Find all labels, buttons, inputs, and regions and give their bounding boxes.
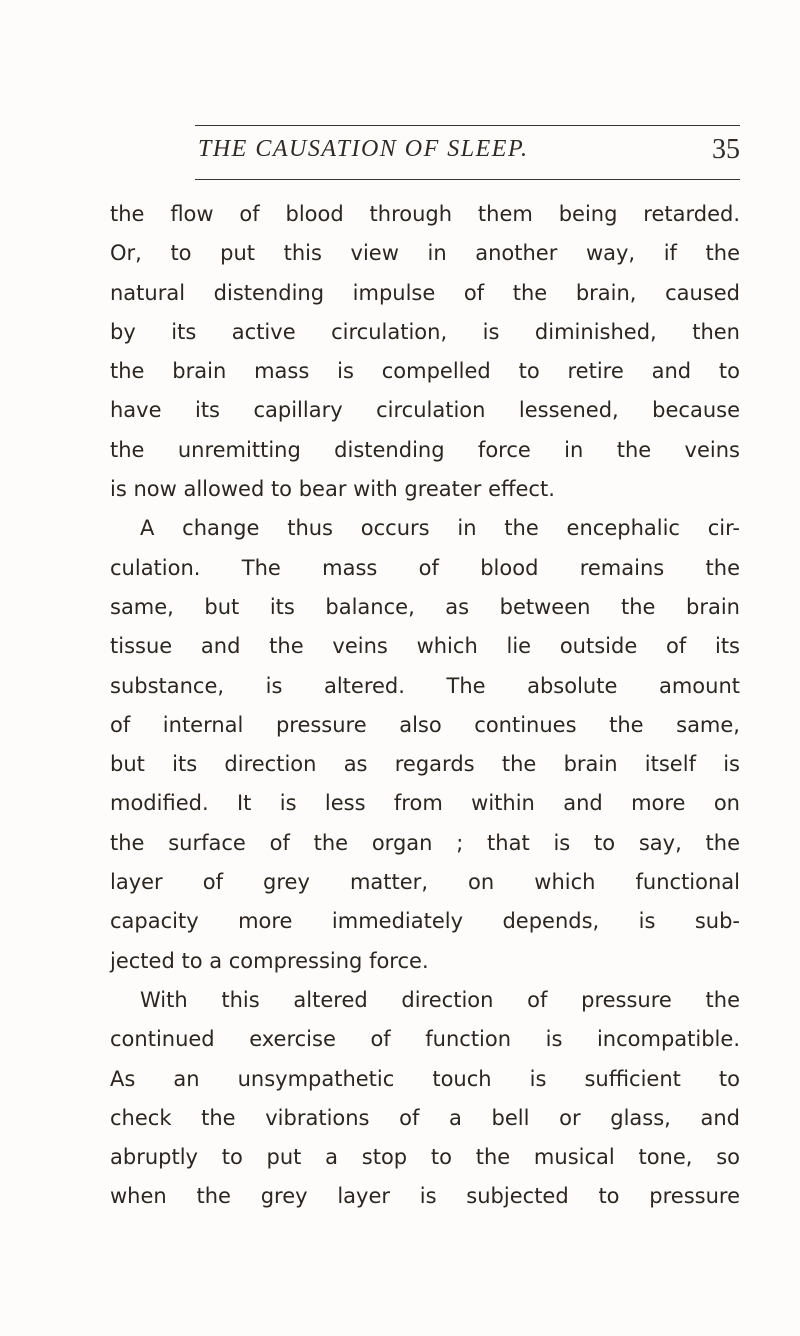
header-rule-top bbox=[195, 125, 740, 126]
text-line: capacity more immediately depends, is sub- bbox=[110, 909, 740, 934]
running-title: THE CAUSATION OF SLEEP. bbox=[198, 136, 529, 162]
text-line: abruptly to put a stop to the musical tone, so bbox=[110, 1145, 740, 1170]
text-line: jected to a compressing force. bbox=[110, 948, 429, 973]
text-line: is now allowed to bear with greater effect. bbox=[110, 477, 555, 502]
body-text bbox=[110, 195, 740, 1217]
text-line: when the grey layer is subjected to pressure bbox=[110, 1184, 740, 1209]
text-line: As an unsympathetic touch is sufficient to bbox=[110, 1066, 740, 1091]
running-header bbox=[195, 132, 740, 172]
text-line: check the vibrations of a bell or glass, and bbox=[110, 1105, 740, 1130]
text-line: natural distending impulse of the brain, caused bbox=[110, 280, 740, 305]
text-line: modified. It is less from within and more on bbox=[110, 791, 740, 816]
text-line: the brain mass is compelled to retire and to bbox=[110, 359, 740, 384]
text-line: continued exercise of function is incompatible. bbox=[110, 1027, 740, 1052]
text-line: the unremitting distending force in the veins bbox=[110, 437, 740, 462]
text-line: Or, to put this view in another way, if the bbox=[110, 241, 740, 266]
text-line: the flow of blood through them being retarded. bbox=[110, 202, 740, 226]
text-line: the surface of the organ ; that is to say, the bbox=[110, 830, 740, 855]
text-line: by its active circulation, is diminished, then bbox=[110, 319, 740, 344]
text-line-paragraph-start: With this altered direction of pressure the bbox=[140, 987, 740, 1012]
page-number: 35 bbox=[712, 134, 740, 165]
text-line: have its capillary circulation lessened, because bbox=[110, 398, 740, 423]
text-line: same, but its balance, as between the brain bbox=[110, 594, 740, 619]
text-line: tissue and the veins which lie outside of its bbox=[110, 634, 740, 659]
text-line: of internal pressure also continues the same, bbox=[110, 712, 740, 737]
text-line: substance, is altered. The absolute amount bbox=[110, 673, 740, 698]
text-line: layer of grey matter, on which functional bbox=[110, 870, 740, 895]
text-line-paragraph-start: A change thus occurs in the encephalic cir- bbox=[140, 516, 740, 541]
text-line: but its direction as regards the brain itself is bbox=[110, 752, 740, 777]
text-line: culation. The mass of blood remains the bbox=[110, 555, 740, 580]
header-rule-bottom bbox=[195, 179, 740, 180]
